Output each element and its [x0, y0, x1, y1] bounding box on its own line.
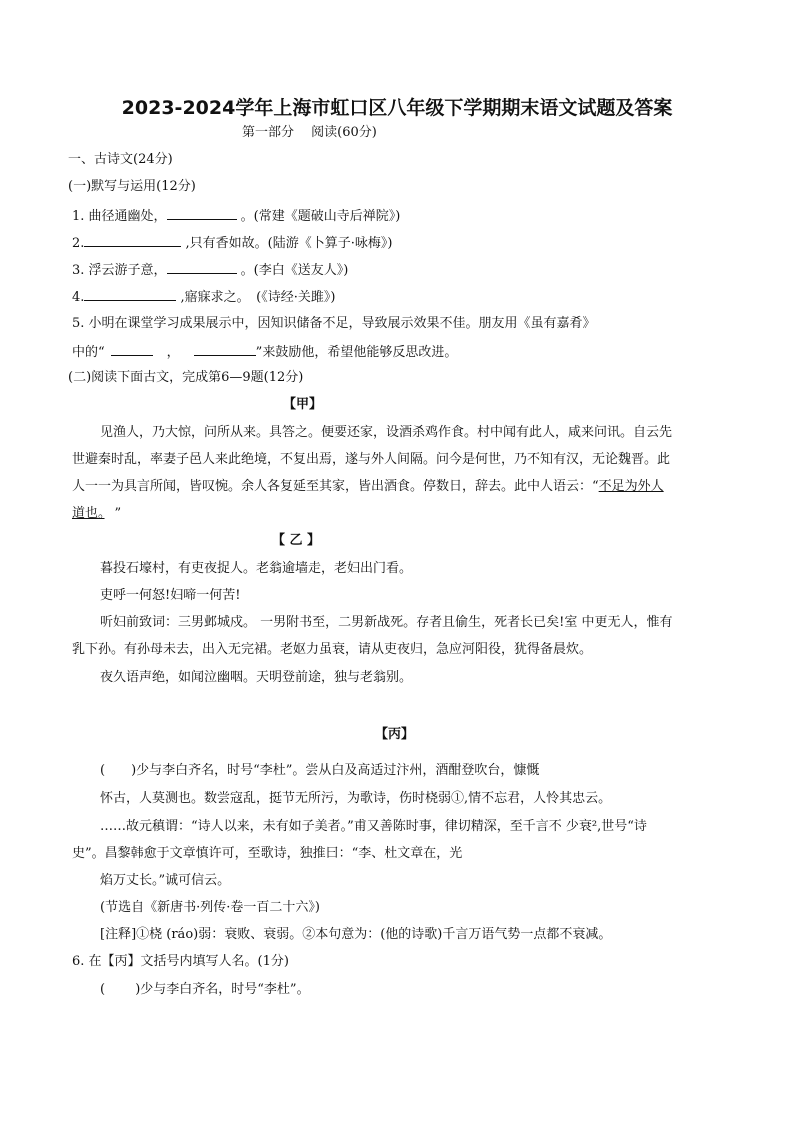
passage-jia-heading: 【甲】 [283, 397, 323, 412]
passage-yi-line: 听妇前致词：三男邺城戍。 一男附书至，二男新战死。存者且偷生，死者长已矣!室 中更无人，惟有 [100, 615, 673, 630]
question-2 [72, 233, 392, 253]
passage-yi-line: 暮投石壕村，有吏夜捉人。老翁逾墙走，老妇出门看。 [100, 561, 413, 576]
question-text: 。(李白《送友人》) [236, 263, 349, 278]
passage-jia-line: 见渔人，乃大惊，问所从来。具答之。便要还家，设酒杀鸡作食。村中闻有此人，咸来问讯。自云先 [100, 425, 673, 440]
question-text: 1. 曲径通幽处， [72, 209, 167, 224]
passage-jia-line [72, 505, 121, 523]
question-text: ,只有香如故。(陆游《卜算子·咏梅》) [181, 236, 393, 251]
passage-yi-line: 吏呼一何怒!妇啼一何苦! [100, 588, 241, 603]
question-text: ， [166, 345, 180, 360]
answer-blank[interactable] [111, 342, 153, 356]
question-5-line-1: 5. 小明在课堂学习成果展示中，因知识储备不足，导致展示效果不佳。朋友用《虽有嘉肴》 [72, 316, 596, 331]
question-text: 。(常建《题破山寺后禅院》) [236, 209, 401, 224]
passage-bing-line: ……故元稹谓：“诗人以来，未有如子美者。”甫又善陈时事，律切精深，至千言不 少衰²,世号“诗 [100, 819, 647, 834]
passage-bing-line: 焰万丈长。”诚可信云。 [100, 873, 231, 888]
section-heading: 一、古诗文(24分) [68, 152, 173, 167]
passage-annotation: [注释]①桡 (ráo)弱：衰败、衰弱。②本句意为：(他的诗歌)千言万语气势一点都不衰减。 [100, 927, 612, 942]
question-text: ”来鼓励他，希望他能够反思改进。 [255, 345, 458, 360]
question-text: 3. 浮云游子意， [72, 263, 167, 278]
passage-yi-heading: 【 乙 】 [272, 533, 321, 548]
passage-bing-line: ( )少与李白齐名，时号“李杜”。尝从白及高适过汴州，酒酣登吹台，慷慨 [100, 763, 540, 778]
passage-bing-heading: 【丙】 [375, 727, 415, 742]
question-5-line-2 [72, 342, 457, 362]
passage-jia-line: 世避秦时乱，率妻子邑人来此绝境，不复出焉，遂与外人间隔。问今是何世，乃不知有汉，无论魏晋。此 [72, 452, 671, 467]
question-3 [72, 260, 348, 280]
subsection-heading: (一)默写与运用(12分) [68, 179, 196, 194]
passage-bing-line: 怀古，人莫测也。数尝寇乱，挺节无所污，为歌诗，伤时桡弱①,情不忘君，人怜其忠云。 [100, 791, 612, 806]
underlined-sentence: 道也。 [72, 506, 105, 521]
passage-jia-line [72, 478, 664, 496]
subsection-heading: (二)阅读下面古文，完成第6—9题(12分) [68, 370, 304, 385]
part-heading: 第一部分 阅读(60分) [242, 125, 377, 140]
question-6-answer-line: ( )少与李白齐名，时号“李杜”。 [100, 982, 310, 997]
underlined-sentence: 不足为外人 [598, 479, 664, 494]
question-6: 6. 在【丙】文括号内填写人名。(1分) [72, 954, 289, 969]
question-text: 2. [72, 236, 85, 251]
answer-blank[interactable] [167, 260, 237, 274]
question-text: 4. [72, 290, 85, 305]
page-title: 2023-2024学年上海市虹口区八年级下学期期末语文试题及答案 [121, 97, 673, 119]
passage-yi-line: 乳下孙。有孙母未去，出入无完裙。老妪力虽衰，请从吏夜归，急应河阳役，犹得备晨炊。 [72, 642, 593, 657]
passage-yi-line: 夜久语声绝，如闻泣幽咽。天明登前途，独与老翁别。 [100, 670, 413, 685]
question-text: 中的“ [72, 345, 105, 360]
passage-text: ” [114, 506, 122, 521]
answer-blank[interactable] [194, 342, 256, 356]
passage-source: (节选自《新唐书·列传·卷一百二十六》) [100, 900, 320, 915]
answer-blank[interactable] [84, 287, 176, 301]
passage-text: 人一一为具言所闻，皆叹惋。余人各复延至其家，皆出酒食。停数日，辞去。此中人语云：“ [72, 479, 599, 494]
answer-blank[interactable] [167, 206, 237, 220]
passage-bing-line: 史”。昌黎韩愈于文章慎许可，至歌诗，独推曰：“李、杜文章在，光 [72, 846, 463, 861]
question-text: ,寤寐求之。 (《诗经·关雎》) [176, 290, 336, 305]
question-1 [72, 206, 400, 226]
answer-blank[interactable] [84, 233, 181, 247]
question-4 [72, 287, 335, 307]
